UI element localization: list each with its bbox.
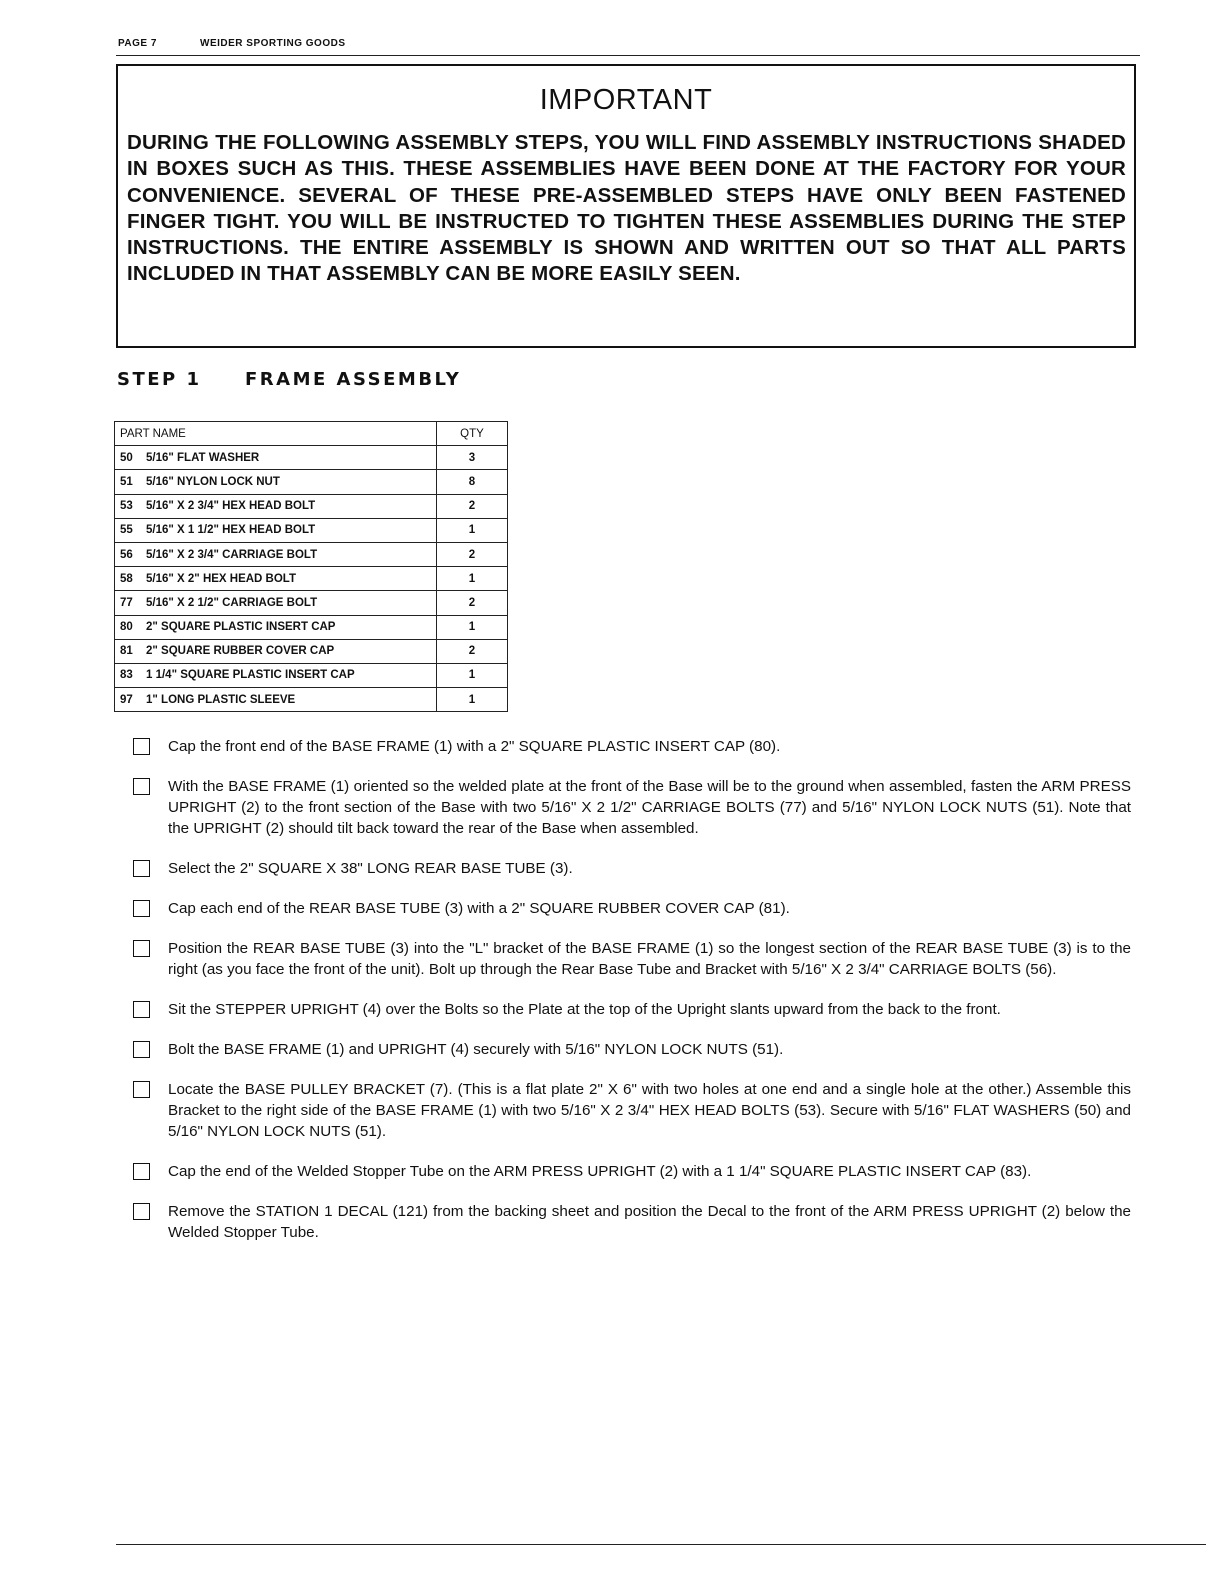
parts-table	[114, 421, 508, 712]
header-divider	[116, 55, 1140, 56]
part-qty: 1	[437, 663, 508, 687]
instruction-item	[133, 1079, 1131, 1142]
instruction-text: Bolt the BASE FRAME (1) and UPRIGHT (4) securely with 5/16" NYLON LOCK NUTS (51).	[168, 1041, 784, 1058]
part-number: 50	[120, 451, 133, 464]
instruction-item	[133, 999, 1131, 1020]
table-row	[115, 688, 508, 712]
important-notice-box	[116, 64, 1136, 348]
table-row	[115, 663, 508, 687]
part-name: 5/16" NYLON LOCK NUT	[146, 475, 280, 488]
table-row	[115, 470, 508, 494]
part-number: 97	[120, 693, 133, 706]
part-name: 5/16" X 2 3/4" HEX HEAD BOLT	[146, 500, 316, 513]
part-number: 81	[120, 645, 133, 658]
table-row	[115, 494, 508, 518]
part-name-cell	[115, 494, 437, 518]
part-name: 5/16" X 2 1/2" CARRIAGE BOLT	[146, 596, 318, 609]
step-number: STEP 1	[117, 369, 202, 390]
part-name: 5/16" FLAT WASHER	[146, 451, 260, 464]
part-qty: 1	[437, 688, 508, 712]
instruction-checkbox[interactable]	[133, 1041, 150, 1058]
table-row	[115, 518, 508, 542]
qty-header: QTY	[437, 422, 508, 446]
instruction-checkbox[interactable]	[133, 778, 150, 795]
table-row	[115, 446, 508, 470]
instruction-text: Cap the end of the Welded Stopper Tube on the ARM PRESS UPRIGHT (2) with a 1 1/4" SQUARE PLASTIC INSERT CAP (83).	[168, 1163, 1032, 1180]
part-name-header: PART NAME	[115, 422, 437, 446]
instruction-text: Cap each end of the REAR BASE TUBE (3) with a 2" SQUARE RUBBER COVER CAP (81).	[168, 900, 790, 917]
part-qty: 1	[437, 567, 508, 591]
part-name-cell	[115, 591, 437, 615]
part-name: 5/16" X 1 1/2" HEX HEAD BOLT	[146, 524, 316, 537]
instruction-text: Position the REAR BASE TUBE (3) into the "L" bracket of the BASE FRAME (1) so the longest section of the REAR BASE TUBE (3) is to the right (as you face the front of the unit). Bolt up through the Rear Base Tube and Bracket with 5/16" X 2 3/4" CARRIAGE BOLTS (56).	[168, 940, 1131, 978]
instruction-item	[133, 1039, 1131, 1060]
instruction-item	[133, 898, 1131, 919]
instruction-item	[133, 1161, 1131, 1182]
page-header	[118, 38, 346, 49]
important-title: IMPORTANT	[539, 84, 713, 116]
instruction-item	[133, 736, 1131, 757]
part-number: 77	[120, 596, 133, 609]
instruction-checkbox[interactable]	[133, 738, 150, 755]
instruction-checkbox[interactable]	[133, 1001, 150, 1018]
part-name-cell	[115, 542, 437, 566]
table-row	[115, 591, 508, 615]
part-name: 1 1/4" SQUARE PLASTIC INSERT CAP	[146, 669, 355, 682]
part-name-cell	[115, 446, 437, 470]
part-name-cell	[115, 567, 437, 591]
instruction-list	[133, 736, 1131, 1262]
step-title: FRAME ASSEMBLY	[245, 369, 462, 390]
instruction-text: Select the 2" SQUARE X 38" LONG REAR BASE TUBE (3).	[168, 860, 573, 877]
important-text: DURING THE FOLLOWING ASSEMBLY STEPS, YOU WILL FIND ASSEMBLY INSTRUCTIONS SHADED IN BOXES SUCH AS THIS. THESE ASSEMBLIES HAVE BEEN DONE AT THE FACTORY FOR YOUR CONVENIENCE. SEVERAL OF THESE PRE-ASSEMBLED STEPS HAVE ONLY BEEN FASTENED FINGER TIGHT. YOU WILL BE INSTRUCTED TO TIGHTEN THESE ASSEMBLIES DURING THE STEP INSTRUCTIONS. THE ENTIRE ASSEMBLY IS SHOWN AND WRITTEN OUT SO THAT ALL PARTS INCLUDED IN THAT ASSEMBLY CAN BE MORE EASILY SEEN.	[127, 131, 1126, 286]
parts-table-header	[115, 422, 508, 446]
part-name-cell	[115, 688, 437, 712]
part-number: 51	[120, 475, 133, 488]
part-name: 5/16" X 2 3/4" CARRIAGE BOLT	[146, 548, 318, 561]
instruction-item	[133, 1201, 1131, 1243]
part-name: 2" SQUARE PLASTIC INSERT CAP	[146, 621, 336, 634]
part-qty: 2	[437, 591, 508, 615]
part-number: 80	[120, 621, 133, 634]
table-row	[115, 567, 508, 591]
part-name-cell	[115, 518, 437, 542]
part-qty: 8	[437, 470, 508, 494]
table-row	[115, 542, 508, 566]
part-name-cell	[115, 639, 437, 663]
part-qty: 3	[437, 446, 508, 470]
instruction-text: Cap the front end of the BASE FRAME (1) with a 2" SQUARE PLASTIC INSERT CAP (80).	[168, 738, 781, 755]
part-qty: 2	[437, 639, 508, 663]
instruction-text: Remove the STATION 1 DECAL (121) from the backing sheet and position the Decal to the front of the ARM PRESS UPRIGHT (2) below the Welded Stopper Tube.	[168, 1203, 1131, 1241]
part-number: 56	[120, 548, 133, 561]
part-name: 2" SQUARE RUBBER COVER CAP	[146, 645, 335, 658]
step-heading	[117, 369, 461, 390]
part-name: 5/16" X 2" HEX HEAD BOLT	[146, 572, 297, 585]
part-qty: 1	[437, 518, 508, 542]
part-qty: 2	[437, 542, 508, 566]
instruction-text: Sit the STEPPER UPRIGHT (4) over the Bolts so the Plate at the top of the Upright slants upward from the back to the front.	[168, 1001, 1001, 1018]
footer-divider	[116, 1544, 1206, 1545]
instruction-checkbox[interactable]	[133, 1203, 150, 1220]
company-name: WEIDER SPORTING GOODS	[200, 38, 346, 49]
part-name-cell	[115, 663, 437, 687]
instruction-checkbox[interactable]	[133, 900, 150, 917]
instruction-checkbox[interactable]	[133, 1163, 150, 1180]
instruction-item	[133, 858, 1131, 879]
part-number: 58	[120, 572, 133, 585]
table-row	[115, 615, 508, 639]
part-number: 55	[120, 524, 133, 537]
instruction-checkbox[interactable]	[133, 940, 150, 957]
part-number: 83	[120, 669, 133, 682]
part-qty: 1	[437, 615, 508, 639]
instruction-checkbox[interactable]	[133, 860, 150, 877]
part-name: 1" LONG PLASTIC SLEEVE	[146, 693, 296, 706]
instruction-text: With the BASE FRAME (1) oriented so the welded plate at the front of the Base will be to the ground when assembled, fasten the ARM PRESS UPRIGHT (2) to the front section of the Base with two 5/16" X 2 1/2" CARRIAGE BOLTS (77) and 5/16" NYLON LOCK NUTS (51). Note that the UPRIGHT (2) should tilt back toward the rear of the Base when assembled.	[168, 778, 1131, 837]
instruction-text: Locate the BASE PULLEY BRACKET (7). (This is a flat plate 2" X 6" with two holes at one end and a single hole at the other.) Assemble this Bracket to the right side of the BASE FRAME (1) with two 5/16" X 2 3/4" HEX HEAD BOLTS (53). Secure with 5/16" FLAT WASHERS (50) and 5/16" NYLON LOCK NUTS (51).	[168, 1081, 1131, 1140]
part-name-cell	[115, 615, 437, 639]
instruction-checkbox[interactable]	[133, 1081, 150, 1098]
instruction-item	[133, 938, 1131, 980]
part-name-cell	[115, 470, 437, 494]
instruction-item	[133, 776, 1131, 839]
part-number: 53	[120, 500, 133, 513]
part-qty: 2	[437, 494, 508, 518]
page-number: PAGE 7	[118, 38, 157, 49]
table-row	[115, 639, 508, 663]
